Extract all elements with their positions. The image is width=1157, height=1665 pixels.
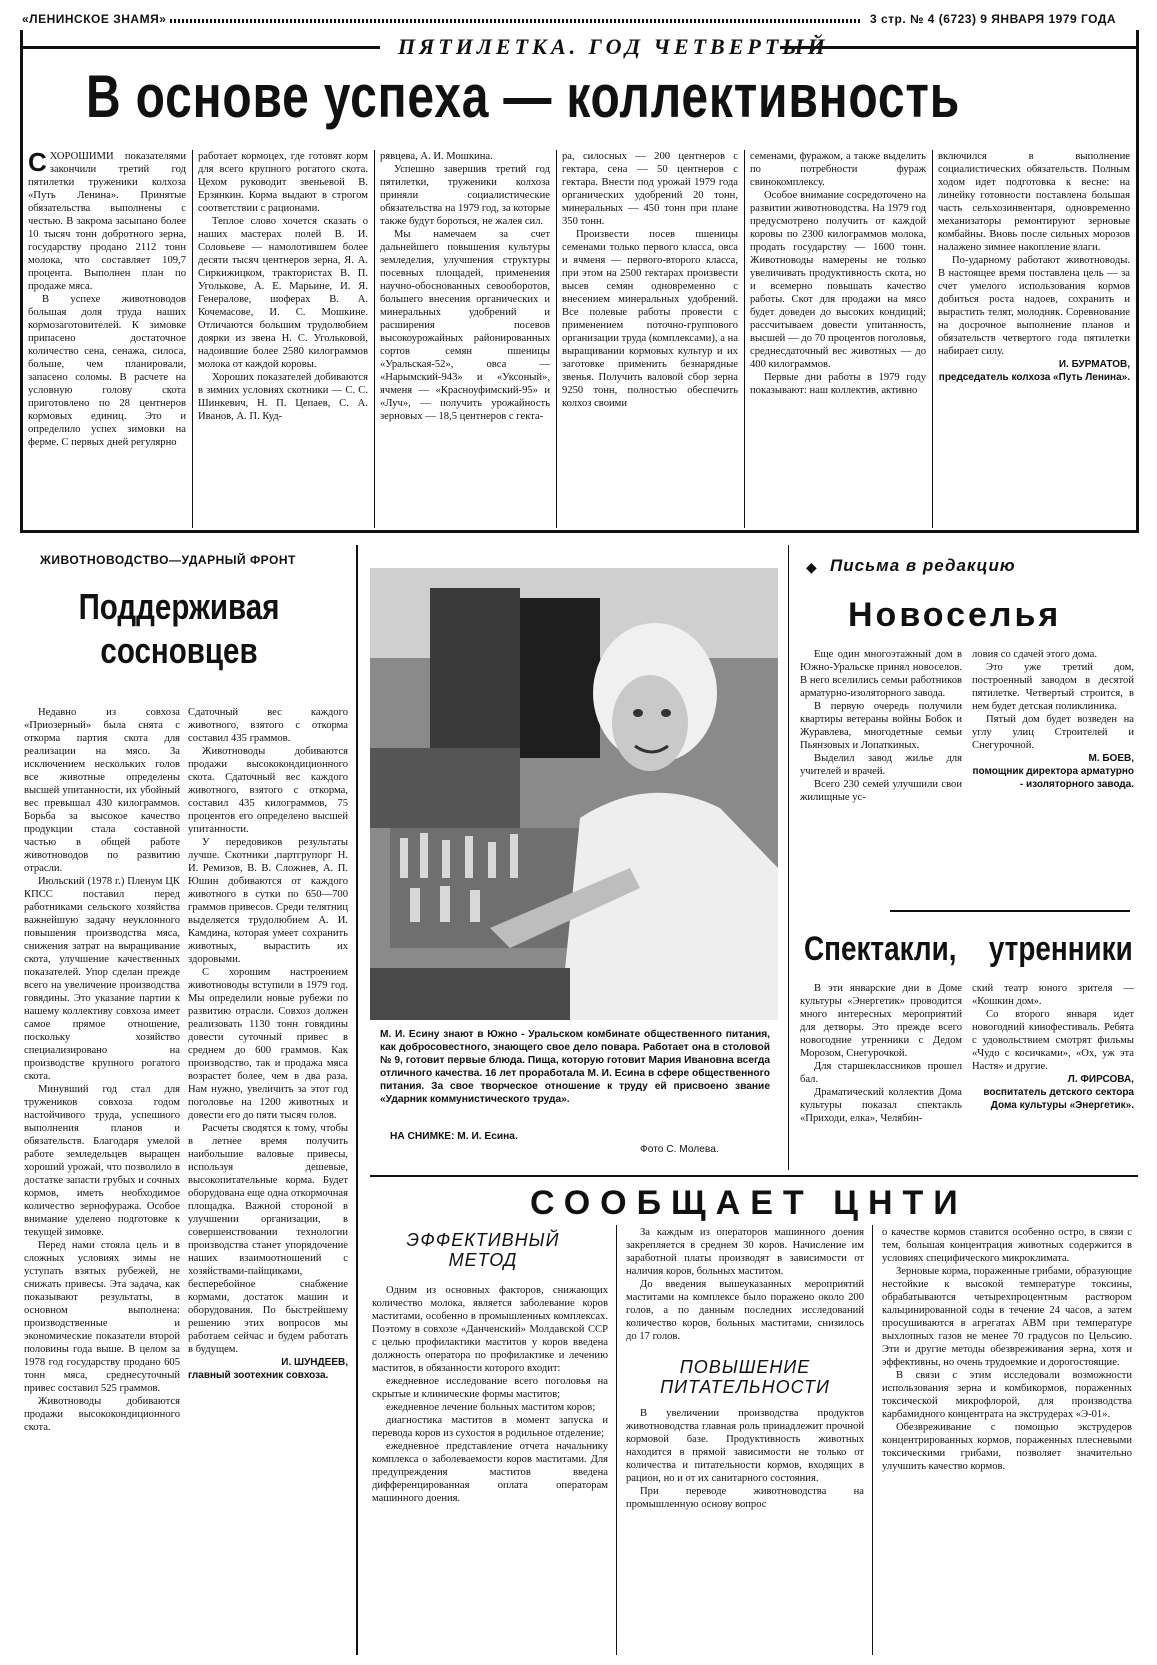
letters-label: Письма в редакцию [830, 556, 1016, 575]
col-divider [744, 150, 745, 528]
spectacles-col-2: ский театр юного зрителя — «Кошкин дом». Со второго января идет новогодний кинофестиваль. Ребята с удовольствием смотрят фильмы «Чудо с косичками», «Ох, уж эта Настя» и другие. Л. ФИРСОВА, воспитатель детского сектора Дома культуры «Энергетик». [972, 983, 1134, 1111]
cnti-col-1: Одним из основных факторов, снижающих количество молока, является заболевание коров маститами, особенно в промышленных комплексах. Поэтому в совхозе «Данченский» Молдавской ССР с целью профилактики маститов у коров введена должность оператора по профилактике и лечению маститов, в обязанности которого входит: ежедневное исследование всего поголовья на скрытые и клинические формы маститов; ежедневное лечение больных маститом коров; диагностика маститов в момент запуска и перевода коров из сухостоя в родильное отделение; ежедневное представление отчета начальнику комплекса о заболеваемости коров маститами. Для предупреждения маститов введена дифференцированная оплата операторам машинного доения. [372, 1285, 608, 1504]
spectacles-signature: Л. ФИРСОВА, [1067, 1074, 1134, 1085]
col-divider [556, 150, 557, 528]
novoselya-signature: М. БОЕВ, [1088, 753, 1134, 764]
top-col-3: рявцева, А. И. Мошкина. Успешно завершив третий год пятилетки, труженики колхоза приняли социалистические обязательства на 1979 год, за которые также будут бороться, не жалея сил. Мы намечаем за счет дальнейшего повышения культуры земледелия, улучшения структуры посевных площадей, применения научно-обоснованных севооборотов, большего внесения органических и минеральных удобрений и расширения посевов высокоурожайных районированных сортов семян пшеницы «Уральская-52», овса — «Нарымский-943» и «Уксоный», ячменя — «Красноуфимский-95» и «Луч», — получить урожайность зерновых — 18,5 центнеров с гекта- [380, 151, 550, 422]
cnti-top-rule [370, 1175, 1138, 1177]
top-signature: И. БУРМАТОВ, [1058, 359, 1130, 370]
letters-divider [788, 545, 789, 1170]
novoselya-col-1: Еще один многоэтажный дом в Южно-Уральске принял новоселов. В него вселились семьи работников арматурно-изоляторного завода. В первую очередь получили квартиры ветераны войны Бобок и Журавлева, многодетные семьи Пьянзовых и Лопаткиных. Выделил завод жилье для учителей и врачей. Всего 230 семей улучшили свои жилищные ус- [800, 649, 962, 803]
paper-name: «ЛЕНИНСКОЕ ЗНАМЯ» [22, 12, 167, 26]
novoselya-col-2: ловия со сдачей этого дома. Это уже третий дом, построенный заводом в десятой пятилетке. Четвертый строится, в нем будет детская поликлиника. Пятый дом будет возведен на углу улиц Строителей и Снегурочной. М. БОЕВ, помощник директора арматурно - изоляторного завода. [972, 649, 1134, 790]
top-frame-bottom [20, 530, 1139, 533]
kicker-rule-left [20, 46, 380, 49]
header-rule [170, 19, 860, 23]
spectacles-title: Спектакли, утренники [804, 930, 1133, 968]
livestock-section-label: ЖИВОТНОВОДСТВО—УДАРНЫЙ ФРОНТ [40, 553, 296, 567]
photo-subject: НА СНИМКЕ: М. И. Есина. [390, 1131, 518, 1142]
livestock-signature: И. ШУНДЕЕВ, [281, 1357, 348, 1368]
col-divider [932, 150, 933, 528]
photo-credit: Фото С. Молева. [640, 1144, 719, 1155]
top-col-5: семенами, фуражом, а также выделить по потребности фураж свинокомплексу. Особое внимание сосредоточено на развитии животноводства. На 1979 год предусмотрено получить от каждой коровы по 2300 килограммов молока, продать государству — 1600 тонн. Животноводы намерены не только увеличивать продуктивность скота, но и всемерно повышать качество работы. Скот для продажи на мясо будет доведен до высоких кондиций; рассчитываем довести упитанность, высшей — до 70 процентов поголовья, среднесдаточный вес животных — до 400 килограммов. Первые дни работы в 1979 году показывают: наш коллектив, активно [750, 151, 926, 396]
novoselya-title: Новоселья [848, 596, 1062, 634]
spectacles-col-1: В эти январские дни в Доме культуры «Энергетик» проводится много интересных мероприятий для детворы. Это прежде всего новогодние утренники с Дедом Морозом, Снегурочкой. Для старшеклассников прошел бал. Драматический коллектив Дома культуры показал спектакль «Приходи, елка», Челябин- [800, 983, 962, 1124]
livestock-divider [356, 545, 358, 1655]
col-divider [192, 150, 193, 528]
livestock-col-1: Недавно из совхоза «Приозерный» была снята с откорма партия скота для реализации на мясо. За исключением нескольких голов все животные определены высшей упитанности, их убойный вес превышал 430 килограммов. Борьба за высокое качество продукции стала составной частью в общей работе животноводов по развитию отрасли. Июльский (1978 г.) Пленум ЦК КПСС поставил перед работниками сельского хозяйства важнейшую задачу неуклонного повышения производства мяса, снижения затрат на выращивание скота, улучшение качественных показателей. Упор сделан прежде всего на увеличение производства говядины. Это указание партии к нашему коллективу совхоза имеет самое прямое отношение, поскольку хозяйство специализировано на производстве крупного рогатого скота. Минувший год стал для тружеников совхоза годом настойчивого труда, успешного выполнения планов и обязательств. Благодаря умелой работе земледельцев выращен хороший урожай, что позволило в достатке запасти грубых и сочных кормов, иметь необходимое количество зернофуража. Особое внимание уделено подготовке к текущей зимовке. Перед нами стояла цель и в сложных условиях зимы не уступать взятых рубежей, не снижать привесы. Эта задача, как показывают результаты, в основном выполнена: производственные и экономические показатели второй половины года выше. В целом за 1978 год государству продано 605 тонн мяса, среднесуточный привес составил 525 граммов. Животноводы добиваются продажи высококондиционного скота. [24, 707, 180, 1433]
cnti-title: СООБЩАЕТ ЦНТИ [530, 1184, 968, 1222]
cnti-col-3: о качестве кормов ставится особенно остро, в связи с тем, большая концентрация животных содержится в условиях специфического микроклимата. Зерновые корма, пораженные грибами, образующие нестойкие к высокой температуре токсины, обрабатываются четырехпроцентным раствором кальцинированной соды в течение 24 часов, а затем просушиваются в агрегатах АВМ при температуре выхлопных газов не менее 70 градусов по Цельсию. Эти и другие методы обезвреживания зерна, хотя и эффективны, но очень трудоемкие и дорогостоящие. В связи с этим исследовали возможности использования зерна и комбикормов, пораженных токсической микрофлорой, для производства карбамидного концентрата на экструдерах «Э-01». Обезвреживание с помощью экструдеров концентрированных кормов, пораженных плесневыми токсическими грибами, позволяет значительно улучшить качество кормов. [882, 1227, 1132, 1472]
cook-photo [370, 568, 778, 1020]
top-col-6: включился в выполнение социалистических обязательств. Полным ходом идет подготовка к весне: на линейку готовности поставлена большая часть сельхозинвентаря, одновременно механизаторы ремонтируют зерновые комбайны. Вновь после сильных морозов налажено зимнее накопление влаги. По-ударному работают животноводы. В настоящее время поставлена цель — за счет умелого использования кормов добиться роста надоев, сохранить и вырастить телят, молодняк. Соревнование на досрочное выполнение планов и обязательств четвертого года пятилетки набирает силу. И. БУРМАТОВ, председатель колхоза «Путь Ленина». [938, 151, 1130, 383]
letters-bullet: ◆ [806, 560, 817, 576]
livestock-title: Поддерживая сосновцев [78, 586, 280, 671]
livestock-signature-position: главный зоотехник совхоза. [188, 1370, 329, 1381]
cnti-sub-1: ЭФФЕКТИВНЫЙ МЕТОД [406, 1230, 560, 1270]
cnti-col-2: За каждым из операторов машинного доения закрепляется в среднем 30 коров. Начисление им заработной платы производят в зависимости от наличия коров, больных маститом. До введения вышеуказанных мероприятий маститами на комплексе было поражено около 200 голов, а по данным последних исследований количество коров, больных маститами, снизилось до 17 голов. ПОВЫШЕНИЕ ПИТАТЕЛЬНОСТИ В увеличении производства продуктов животноводства главная роль принадлежит прочной кормовой базе. Продуктивность животных находится в прямой зависимости не только от количества и питательности кормов, входящих в рацион, но и от их санитарного состояния. При переводе животноводства на промышленную основу вопрос [626, 1227, 864, 1510]
col-divider [374, 150, 375, 528]
issue-info: 3 стр. № 4 (6723) 9 ЯНВАРЯ 1979 ГОДА [870, 12, 1117, 26]
kicker: ПЯТИЛЕТКА. ГОД ЧЕТВЕРТЫЙ [398, 34, 829, 59]
novoselya-signature-position: помощник директора арматурно - изоляторного завода. [972, 766, 1134, 790]
photo-caption: М. И. Есину знают в Южно - Уральском комбинате общественного питания, как добросовестного, знающего свое дело повара. Работает она в столовой № 9, готовит первые блюда. Пища, которую готовит Мария Ивановна всегда отличного качества. 16 лет проработала М. И. Есина в сфере общественного питания. За свое творческое отношение к труду ей присвоено звание «Ударник коммунистического труда». [380, 1029, 770, 1105]
livestock-col-2: Сдаточный вес каждого животного, взятого с откорма составил 435 граммов. Животноводы добиваются продажи высококондиционного скота. Сдаточный вес каждого животного, взятого с откорма, составил 435 килограммов, 75 процентов его определено высшей упитанности. У передовиков результаты лучше. Скотники ,партгрупорг Н. И. Ремизов, В. В. Сложнев, А. П. Юшин добиваются от каждого животного в сутки по 650—700 граммов привесов. Среди телятниц выделяется трудолюбием А. И. Камдина, которая умеет сохранить животных, вырастить их здоровыми. С хорошим настроением животноводы вступили в 1979 год. Мы определили новые рубежи по развитию отрасли. Совхоз должен реализовать 1130 тонн говядины довести суточный привес в среднем до 600 граммов. Как производство, так и продажа мяса возрастет более, чем в два раза. Нам нужно, увеличить за этот год поголовье на 1200 животных и довести его до пяти тысяч голов. Расчеты сводятся к тому, чтобы в летнее время получить наибольшие валовые привесы, используя дешевые, высокопитательные корма. Будет оборудована еще одна откормочная площадка. Важной стороной в улучшении организации, в совершенствовании технологии производства станет упорядочение наших взаимоотношений с хозяйствами-пайщиками, бесперебойное снабжение кормами, достаток машин и оборудования. По быстрейшему решению этих вопросов мы работаем сейчас и будем работать в будущем. И. ШУНДЕЕВ, главный зоотехник совхоза. [188, 707, 348, 1381]
top-article-title: В основе успеха — коллективность [86, 63, 961, 130]
letters-mid-rule [890, 910, 1130, 912]
top-col-2: работает кормоцех, где готовят корм для всего крупного рогатого скота. Цехом руководит звеньевой В. Ерзянкин. Корма выдают в строгом соответствии с рационами. Теплое слово хочется сказать о наших мастерах полей В. И. Соловьеве — намолотившем более десяти тысяч центнеров зерна, Я. А. Сиркижицком, трактористах В. П. Уголькове, А. Е. Марьине, И. Я. Генералове, шоферах В. А. Кочемасове, И. С. Мошкине. Отличаются большим трудолюбием доярки из звена Н. С. Угольковой, надоившие более 2580 килограммов молока от каждой коровы. Хороших показателей добиваются в зимних условиях скотники — С. С. Шинкевич, Н. П. Цепаев, С. А. Иванов, А. П. Куд- [198, 151, 368, 422]
cnti-divider [872, 1225, 873, 1655]
top-frame-right [1136, 30, 1139, 532]
cnti-sub-2: ПОВЫШЕНИЕ ПИТАТЕЛЬНОСТИ [660, 1357, 830, 1397]
top-frame-left [20, 30, 23, 532]
kicker-rule-right [780, 46, 1139, 49]
cnti-divider [616, 1225, 617, 1655]
top-signature-position: председатель колхоза «Путь Ленина». [938, 372, 1130, 383]
top-col-4: ра, силосных — 200 центнеров с гектара, сена — 50 центнеров с гектара. Внести под урожай 1979 года органических удобрений 20 тонн, минеральных — 450 тонн при плане 350 тонн. Произвести посев пшеницы семенами только первого класса, овса и ячменя — первого-второго класса, при этом на 2500 гектарах произвести высев семян одновременно с внесением минеральных удобрений. Все полевые работы провести с применением поточно-группового организации труда (комплексами), а на выращивании кормовых культур и их заготовке применить безнарядные звенья. Получить валовой сбор зерна 9250 тонн, полностью обеспечить колхоз своими [562, 151, 738, 409]
cook-photo-image [370, 568, 778, 1020]
top-col-1: СХОРОШИМИ показателями закончили третий год пятилетки труженики колхоза «Путь Ленина». Принятые обязательства выполнены с честью. В закрома засыпано более 10 тысяч тонн добротного зерна, государству продано 2112 тонн молока, что составляет 109,7 процента. Выполнен план по продаже мяса. В успехе животноводов большая доля труда наших кормозаготовителей. К зимовке припасено достаточное количество сена, сенажа, силоса, больше, чем планировали, запасено соломы. В расчете на условную голову скота приготовлено по 28 центнеров кормовых единиц. Это и определило успех зимовки на ферме. С первых дней регулярно [28, 150, 186, 448]
spectacles-signature-position: воспитатель детского сектора Дома культуры «Энергетик». [983, 1087, 1134, 1111]
